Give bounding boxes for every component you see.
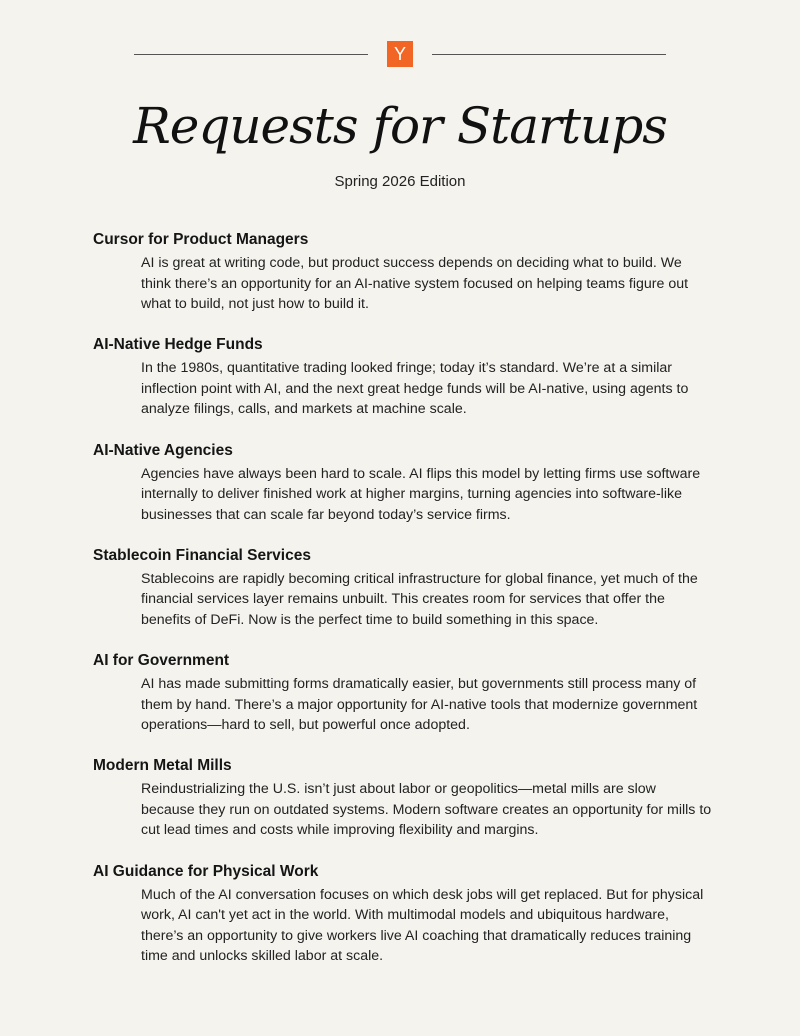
request-description: AI has made submitting forms dramatically easier, but governments still process many of them by hand. There’s a major opportunity for AI-native tools that modernize government operations—hard to sell, but powerful once adopted. xyxy=(141,676,698,734)
request-description: Reindustrializing the U.S. isn’t just about labor or geopolitics—metal mills are slow because they run on outdated systems. Modern software creates an opportunity for mills to cut lead times and costs while improving flexibility and margins. xyxy=(141,781,712,839)
edition-subtitle: Spring 2026 Edition xyxy=(334,173,466,190)
request-title: AI-Native Hedge Funds xyxy=(93,336,263,354)
request-description: In the 1980s, quantitative trading looked fringe; today it’s standard. We’re at a similar inflection point with AI, and the next great hedge funds will be AI-native, using agents to analyze filings, calls, and markets at machine scale. xyxy=(141,360,689,418)
request-title: AI Guidance for Physical Work xyxy=(93,862,319,880)
request-description: Much of the AI conversation focuses on which desk jobs will get replaced. But for physical work, AI can't yet act in the world. With multimodal models and ubiquitous hardware, there’s an opportunity to give workers live AI coaching that dramatically reduces training time and unlocks skilled labor at scale. xyxy=(141,886,704,965)
request-title: Cursor for Product Managers xyxy=(93,231,309,248)
request-item xyxy=(93,545,713,650)
request-description: Stablecoins are rapidly becoming critical infrastructure for global finance, yet much of the financial services layer remains unbuilt. This creates room for services that offer the benefits of DeFi. Now is the perfect time to build something in this space. xyxy=(141,570,698,628)
request-title: Stablecoin Financial Services xyxy=(93,546,311,564)
request-title: Modern Metal Mills xyxy=(93,757,232,775)
request-description: AI is great at writing code, but product success depends on deciding what to build. We think there’s an opportunity for an AI-native system focused on helping teams figure out what to build, not just how to build it. xyxy=(141,255,689,312)
header-rule-left xyxy=(134,54,368,55)
y-logo-icon: Y xyxy=(387,41,413,67)
request-item xyxy=(93,229,713,334)
request-item xyxy=(93,440,713,545)
request-item xyxy=(93,861,713,966)
request-item xyxy=(93,334,713,439)
header-rule-right xyxy=(432,54,666,55)
request-title: AI for Government xyxy=(93,652,230,670)
request-item xyxy=(93,650,713,755)
request-list xyxy=(93,229,713,966)
request-item xyxy=(93,755,713,860)
request-title: AI-Native Agencies xyxy=(93,441,233,459)
request-description: Agencies have always been hard to scale. AI flips this model by letting firms use software internally to deliver finished work at higher margins, turning agencies into software-like businesses that can scale far beyond today’s service firms. xyxy=(141,465,701,523)
page-title: Requests for Startups xyxy=(133,97,667,155)
